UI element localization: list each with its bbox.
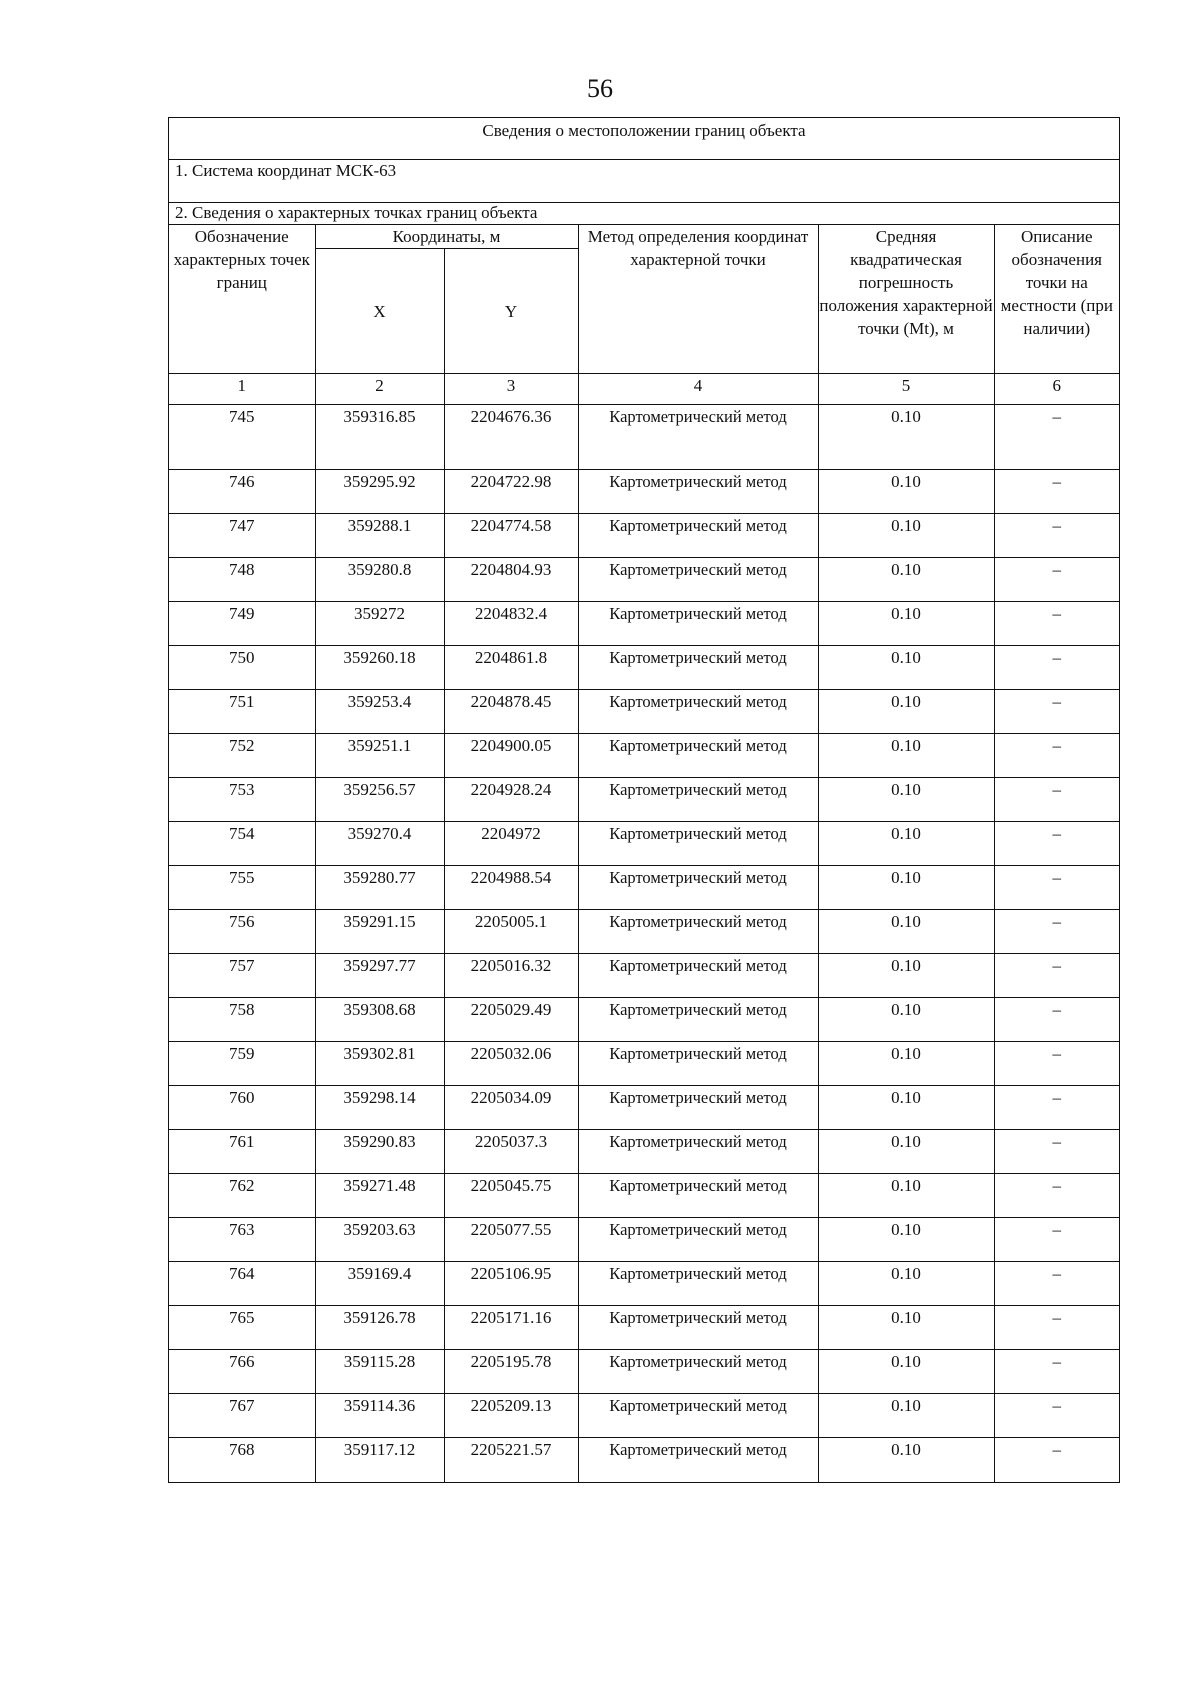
point-cell: 751 xyxy=(169,690,315,734)
table-row xyxy=(169,1438,1119,1482)
description-cell: – xyxy=(994,1262,1119,1306)
x-coordinate-cell: 359260.18 xyxy=(315,646,444,690)
description-cell: – xyxy=(994,998,1119,1042)
y-coordinate-cell: 2204676.36 xyxy=(444,405,578,470)
method-cell: Картометрический метод xyxy=(578,954,818,998)
point-cell: 759 xyxy=(169,1042,315,1086)
y-coordinate-cell: 2204900.05 xyxy=(444,734,578,778)
x-coordinate-cell: 359272 xyxy=(315,602,444,646)
error-cell: 0.10 xyxy=(818,1394,994,1438)
column-number: 2 xyxy=(315,374,444,405)
point-cell: 768 xyxy=(169,1438,315,1482)
point-cell: 757 xyxy=(169,954,315,998)
point-cell: 747 xyxy=(169,514,315,558)
error-cell: 0.10 xyxy=(818,405,994,470)
table-row xyxy=(169,998,1119,1042)
table-title: Сведения о местоположении границ объекта xyxy=(169,118,1119,160)
x-coordinate-cell: 359297.77 xyxy=(315,954,444,998)
y-coordinate-cell: 2205077.55 xyxy=(444,1218,578,1262)
table-row xyxy=(169,558,1119,602)
y-coordinate-cell: 2205221.57 xyxy=(444,1438,578,1482)
page-number: 56 xyxy=(587,74,613,103)
description-cell: – xyxy=(994,1218,1119,1262)
y-coordinate-cell: 2205037.3 xyxy=(444,1130,578,1174)
y-coordinate-cell: 2204928.24 xyxy=(444,778,578,822)
error-cell: 0.10 xyxy=(818,822,994,866)
x-coordinate-cell: 359298.14 xyxy=(315,1086,444,1130)
table-row xyxy=(169,1262,1119,1306)
y-coordinate-cell: 2204832.4 xyxy=(444,602,578,646)
table-row xyxy=(169,1086,1119,1130)
y-coordinate-cell: 2205171.16 xyxy=(444,1306,578,1350)
method-cell: Картометрический метод xyxy=(578,1174,818,1218)
error-cell: 0.10 xyxy=(818,558,994,602)
x-coordinate-cell: 359169.4 xyxy=(315,1262,444,1306)
error-cell: 0.10 xyxy=(818,470,994,514)
x-coordinate-cell: 359302.81 xyxy=(315,1042,444,1086)
method-cell: Картометрический метод xyxy=(578,1438,818,1482)
header-x: X xyxy=(315,249,444,374)
coordinate-system-line: 1. Система координат МСК-63 xyxy=(169,160,1119,203)
point-cell: 754 xyxy=(169,822,315,866)
error-cell: 0.10 xyxy=(818,514,994,558)
x-coordinate-cell: 359291.15 xyxy=(315,910,444,954)
y-coordinate-cell: 2204988.54 xyxy=(444,866,578,910)
description-cell: – xyxy=(994,558,1119,602)
error-cell: 0.10 xyxy=(818,1438,994,1482)
point-cell: 764 xyxy=(169,1262,315,1306)
x-coordinate-cell: 359271.48 xyxy=(315,1174,444,1218)
table-row xyxy=(169,1394,1119,1438)
method-cell: Картометрический метод xyxy=(578,514,818,558)
table-row xyxy=(169,1042,1119,1086)
error-cell: 0.10 xyxy=(818,690,994,734)
error-cell: 0.10 xyxy=(818,778,994,822)
point-cell: 752 xyxy=(169,734,315,778)
error-cell: 0.10 xyxy=(818,954,994,998)
error-cell: 0.10 xyxy=(818,1042,994,1086)
description-cell: – xyxy=(994,1130,1119,1174)
point-cell: 745 xyxy=(169,405,315,470)
y-coordinate-cell: 2204861.8 xyxy=(444,646,578,690)
description-cell: – xyxy=(994,778,1119,822)
x-coordinate-cell: 359256.57 xyxy=(315,778,444,822)
method-cell: Картометрический метод xyxy=(578,778,818,822)
method-cell: Картометрический метод xyxy=(578,1350,818,1394)
error-cell: 0.10 xyxy=(818,1350,994,1394)
table-row xyxy=(169,778,1119,822)
header-coordinates: Координаты, м xyxy=(315,225,578,249)
error-cell: 0.10 xyxy=(818,1130,994,1174)
method-cell: Картометрический метод xyxy=(578,690,818,734)
header-error: Средняя квадратическая погрешность положения характерной точки (Mt), м xyxy=(818,225,994,374)
description-cell: – xyxy=(994,1174,1119,1218)
y-coordinate-cell: 2204774.58 xyxy=(444,514,578,558)
method-cell: Картометрический метод xyxy=(578,1130,818,1174)
points-section-title: 2. Сведения о характерных точках границ объекта xyxy=(169,203,1119,225)
y-coordinate-cell: 2205195.78 xyxy=(444,1350,578,1394)
method-cell: Картометрический метод xyxy=(578,602,818,646)
x-coordinate-cell: 359115.28 xyxy=(315,1350,444,1394)
method-cell: Картометрический метод xyxy=(578,866,818,910)
point-cell: 750 xyxy=(169,646,315,690)
table-row xyxy=(169,514,1119,558)
point-cell: 765 xyxy=(169,1306,315,1350)
x-coordinate-cell: 359251.1 xyxy=(315,734,444,778)
error-cell: 0.10 xyxy=(818,602,994,646)
error-cell: 0.10 xyxy=(818,1306,994,1350)
header-description: Описание обозначения точки на местности (при наличии) xyxy=(994,225,1119,374)
error-cell: 0.10 xyxy=(818,1262,994,1306)
table-row xyxy=(169,1350,1119,1394)
method-cell: Картометрический метод xyxy=(578,1262,818,1306)
method-cell: Картометрический метод xyxy=(578,405,818,470)
method-cell: Картометрический метод xyxy=(578,734,818,778)
y-coordinate-cell: 2205016.32 xyxy=(444,954,578,998)
point-cell: 758 xyxy=(169,998,315,1042)
description-cell: – xyxy=(994,910,1119,954)
point-cell: 762 xyxy=(169,1174,315,1218)
column-number: 3 xyxy=(444,374,578,405)
table-row xyxy=(169,1218,1119,1262)
boundary-points-table xyxy=(169,225,1119,1482)
method-cell: Картометрический метод xyxy=(578,1086,818,1130)
description-cell: – xyxy=(994,1438,1119,1482)
point-cell: 753 xyxy=(169,778,315,822)
x-coordinate-cell: 359114.36 xyxy=(315,1394,444,1438)
x-coordinate-cell: 359288.1 xyxy=(315,514,444,558)
table-row xyxy=(169,1174,1119,1218)
x-coordinate-cell: 359316.85 xyxy=(315,405,444,470)
method-cell: Картометрический метод xyxy=(578,1306,818,1350)
method-cell: Картометрический метод xyxy=(578,1042,818,1086)
column-number: 6 xyxy=(994,374,1119,405)
method-cell: Картометрический метод xyxy=(578,910,818,954)
x-coordinate-cell: 359280.8 xyxy=(315,558,444,602)
boundary-info-table xyxy=(168,117,1120,1483)
point-cell: 767 xyxy=(169,1394,315,1438)
y-coordinate-cell: 2205209.13 xyxy=(444,1394,578,1438)
y-coordinate-cell: 2205106.95 xyxy=(444,1262,578,1306)
points-table-body xyxy=(169,405,1119,1482)
method-cell: Картометрический метод xyxy=(578,822,818,866)
x-coordinate-cell: 359203.63 xyxy=(315,1218,444,1262)
header-point: Обозначение характерных точек границ xyxy=(169,225,315,374)
description-cell: – xyxy=(994,1394,1119,1438)
description-cell: – xyxy=(994,1350,1119,1394)
column-number: 5 xyxy=(818,374,994,405)
table-row xyxy=(169,822,1119,866)
point-cell: 763 xyxy=(169,1218,315,1262)
error-cell: 0.10 xyxy=(818,1218,994,1262)
point-cell: 756 xyxy=(169,910,315,954)
method-cell: Картометрический метод xyxy=(578,1394,818,1438)
point-cell: 760 xyxy=(169,1086,315,1130)
point-cell: 746 xyxy=(169,470,315,514)
table-row xyxy=(169,910,1119,954)
description-cell: – xyxy=(994,1306,1119,1350)
description-cell: – xyxy=(994,646,1119,690)
x-coordinate-cell: 359270.4 xyxy=(315,822,444,866)
column-number: 4 xyxy=(578,374,818,405)
header-y: Y xyxy=(444,249,578,374)
point-cell: 755 xyxy=(169,866,315,910)
y-coordinate-cell: 2204878.45 xyxy=(444,690,578,734)
method-cell: Картометрический метод xyxy=(578,646,818,690)
error-cell: 0.10 xyxy=(818,1086,994,1130)
description-cell: – xyxy=(994,1042,1119,1086)
x-coordinate-cell: 359295.92 xyxy=(315,470,444,514)
description-cell: – xyxy=(994,822,1119,866)
table-row xyxy=(169,734,1119,778)
point-cell: 761 xyxy=(169,1130,315,1174)
x-coordinate-cell: 359126.78 xyxy=(315,1306,444,1350)
method-cell: Картометрический метод xyxy=(578,558,818,602)
point-cell: 749 xyxy=(169,602,315,646)
error-cell: 0.10 xyxy=(818,866,994,910)
table-row xyxy=(169,405,1119,470)
y-coordinate-cell: 2205029.49 xyxy=(444,998,578,1042)
x-coordinate-cell: 359290.83 xyxy=(315,1130,444,1174)
description-cell: – xyxy=(994,866,1119,910)
header-method: Метод определения координат характерной точки xyxy=(578,225,818,374)
method-cell: Картометрический метод xyxy=(578,998,818,1042)
description-cell: – xyxy=(994,405,1119,470)
y-coordinate-cell: 2205034.09 xyxy=(444,1086,578,1130)
table-row xyxy=(169,1306,1119,1350)
table-row xyxy=(169,954,1119,998)
description-cell: – xyxy=(994,734,1119,778)
description-cell: – xyxy=(994,514,1119,558)
table-row xyxy=(169,646,1119,690)
x-coordinate-cell: 359308.68 xyxy=(315,998,444,1042)
point-cell: 766 xyxy=(169,1350,315,1394)
error-cell: 0.10 xyxy=(818,1174,994,1218)
x-coordinate-cell: 359280.77 xyxy=(315,866,444,910)
y-coordinate-cell: 2205032.06 xyxy=(444,1042,578,1086)
table-row xyxy=(169,602,1119,646)
y-coordinate-cell: 2204722.98 xyxy=(444,470,578,514)
description-cell: – xyxy=(994,954,1119,998)
method-cell: Картометрический метод xyxy=(578,1218,818,1262)
method-cell: Картометрический метод xyxy=(578,470,818,514)
table-row xyxy=(169,866,1119,910)
error-cell: 0.10 xyxy=(818,998,994,1042)
error-cell: 0.10 xyxy=(818,910,994,954)
y-coordinate-cell: 2205005.1 xyxy=(444,910,578,954)
column-number-row xyxy=(169,374,1119,405)
column-number: 1 xyxy=(169,374,315,405)
description-cell: – xyxy=(994,690,1119,734)
description-cell: – xyxy=(994,1086,1119,1130)
error-cell: 0.10 xyxy=(818,734,994,778)
description-cell: – xyxy=(994,470,1119,514)
error-cell: 0.10 xyxy=(818,646,994,690)
y-coordinate-cell: 2204804.93 xyxy=(444,558,578,602)
point-cell: 748 xyxy=(169,558,315,602)
table-row xyxy=(169,690,1119,734)
description-cell: – xyxy=(994,602,1119,646)
x-coordinate-cell: 359253.4 xyxy=(315,690,444,734)
table-row xyxy=(169,470,1119,514)
x-coordinate-cell: 359117.12 xyxy=(315,1438,444,1482)
table-row xyxy=(169,1130,1119,1174)
y-coordinate-cell: 2204972 xyxy=(444,822,578,866)
y-coordinate-cell: 2205045.75 xyxy=(444,1174,578,1218)
